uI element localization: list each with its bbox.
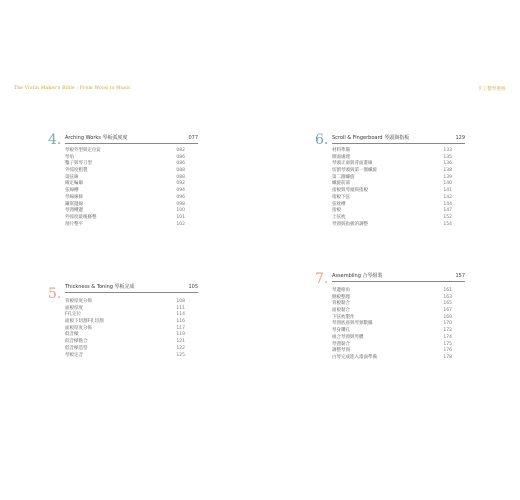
toc-entry-label: 螺旋前部: [332, 181, 350, 187]
toc-entry-label: 琴角: [65, 154, 74, 160]
toc-entry: [65, 222, 185, 229]
toc-entry-page: 122: [176, 345, 185, 351]
toc-entry-page: 165: [443, 301, 452, 307]
toc-entry-page: 125: [176, 352, 185, 358]
chapter-heading: [65, 134, 198, 144]
toc-entry: [65, 148, 185, 155]
toc-entry-label: 琴頭正面與背面畫線: [332, 161, 373, 167]
toc-entry-label: 材料準備: [332, 148, 350, 153]
toc-entry-page: 100: [176, 208, 185, 214]
toc-entry-page: 142: [443, 194, 452, 200]
chapter-heading: [332, 272, 465, 282]
toc-entry-page: 102: [176, 221, 185, 227]
toc-entry-label: 切割琴頭與第一圈螺旋: [332, 168, 377, 174]
toc-entry-page: 086: [176, 154, 185, 160]
toc-entry: [65, 299, 185, 306]
toc-entry-page: 111: [176, 305, 185, 311]
toc-entry: [65, 353, 185, 360]
toc-entry-label: F孔定位: [65, 312, 82, 318]
toc-entry-label: 下弦枕製作: [332, 314, 355, 320]
toc-entry-page: 176: [443, 348, 452, 354]
chapter-heading: [332, 134, 465, 144]
toc-entry-page: 094: [176, 188, 185, 194]
toc-entry: [332, 295, 452, 302]
toc-entry-page: 114: [176, 312, 185, 318]
toc-entry-page: 135: [443, 154, 452, 160]
toc-entry-label: 上弦枕: [332, 214, 346, 220]
toc-entry: [332, 188, 452, 195]
toc-entry: [65, 202, 185, 209]
toc-entry: [332, 328, 452, 335]
toc-entry-label: 刮片整平: [65, 221, 83, 227]
toc-entry: [332, 175, 452, 182]
toc-entry-label: 琴板定音: [65, 352, 83, 358]
toc-entry-label: 低音樑黏合: [65, 339, 88, 345]
toc-entry: [65, 215, 185, 222]
toc-entry: [332, 348, 452, 355]
chapter-number: 4.: [48, 132, 62, 148]
chapter-number: 6.: [315, 132, 329, 148]
toc-entry-label: 指板與琴頭與指板: [332, 188, 368, 194]
chapter-number: 7.: [315, 271, 329, 287]
toc-entry-label: 指板下弦: [332, 194, 350, 200]
toc-entry: [65, 319, 185, 326]
chapter-title: Scroll & Fingerboard 琴頭與指板: [332, 135, 410, 141]
chapter-title: Assembling 合琴組裝: [332, 273, 383, 279]
toc-entry: [332, 202, 452, 209]
toc-entry-label: 鑿子與琴刀型: [65, 161, 92, 167]
toc-entry-label: 弦枕槽: [332, 201, 346, 207]
toc-entry: [332, 355, 452, 362]
toc-entry-label: 琴頸黏合: [332, 341, 350, 347]
toc-entry: [332, 321, 452, 328]
toc-entry: [65, 208, 185, 215]
toc-entry: [332, 222, 452, 229]
toc-entry: [332, 215, 452, 222]
toc-entry-label: 琴板外型與定位釘: [65, 148, 101, 153]
toc-entry-page: 144: [443, 201, 452, 207]
toc-entry: [332, 288, 452, 295]
toc-entry-page: 139: [443, 174, 452, 180]
toc-entry-page: 154: [443, 221, 452, 227]
toc-entry: [65, 188, 185, 195]
toc-entry-label: 低音樑: [65, 332, 79, 338]
toc-entry-page: 088: [176, 174, 185, 180]
toc-entry-page: 138: [443, 168, 452, 174]
toc-entry-page: 172: [443, 328, 452, 334]
toc-entry-page: 169: [443, 314, 452, 320]
toc-entry-label: 側面處理: [332, 154, 350, 160]
toc-list: [332, 148, 452, 228]
chapter-page: 077: [188, 135, 198, 141]
toc-entry-label: 確定輪廓: [65, 181, 83, 187]
toc-entry-label: 背板厚度分佈: [65, 299, 92, 304]
toc-entry-page: 098: [176, 201, 185, 207]
toc-entry-page: 086: [176, 161, 185, 167]
toc-entry-page: 116: [176, 319, 185, 325]
toc-entry-page: 161: [443, 288, 452, 293]
toc-entry-label: 側板整理: [332, 294, 350, 300]
toc-entry-label: 琴頸底座與琴頸數據: [332, 321, 373, 327]
toc-entry-page: 140: [443, 181, 452, 187]
chapter-number: 5.: [48, 286, 62, 302]
toc-entry-page: 152: [443, 214, 452, 220]
running-head-right: 手工製琴聖經: [477, 87, 506, 92]
toc-entry-label: 弦線槽: [65, 188, 79, 194]
toc-entry: [332, 148, 452, 155]
toc-entry-page: 163: [443, 294, 452, 300]
toc-entry-page: 141: [443, 188, 452, 194]
chapter-heading: [65, 283, 198, 293]
toc-entry-label: 低音樑造型: [65, 345, 88, 351]
toc-entry-label: 琴身鑽孔: [332, 328, 350, 334]
chapter-page: 157: [455, 273, 465, 279]
toc-entry-page: 108: [176, 299, 185, 304]
toc-entry-page: 170: [443, 321, 452, 327]
toc-entry-label: 琴線線條: [65, 194, 83, 200]
toc-entry: [332, 335, 452, 342]
toc-entry-label: 面板下切割F孔切割: [65, 319, 104, 325]
toc-entry: [332, 168, 452, 175]
toc-entry-page: 082: [176, 148, 185, 153]
toc-entry-page: 092: [176, 181, 185, 187]
toc-entry: [65, 346, 185, 353]
toc-entry: [65, 195, 185, 202]
toc-entry-page: 117: [176, 325, 185, 331]
toc-entry-label: 琴頸槽邊: [65, 208, 83, 214]
toc-entry-label: 面板黏合: [332, 308, 350, 314]
toc-entry-page: 167: [443, 308, 452, 314]
toc-entry-page: 136: [443, 161, 452, 167]
toc-list: [65, 148, 185, 228]
toc-entry: [332, 301, 452, 308]
toc-entry: [332, 308, 452, 315]
toc-entry-page: 121: [176, 339, 185, 345]
toc-entry-label: 第二圈螺旋: [332, 174, 355, 180]
running-head-left: The Violin Maker's Bible : From Wood to Music: [14, 86, 131, 91]
toc-entry-label: 白琴完成進入漆面準備: [332, 354, 377, 360]
toc-entry: [332, 195, 452, 202]
toc-entry-label: 面板厚度分佈: [65, 325, 92, 331]
toc-entry-label: 外弧度粗製: [65, 168, 88, 174]
chapter-page: 105: [188, 284, 198, 290]
toc-entry: [332, 342, 452, 349]
toc-entry: [332, 208, 452, 215]
toc-entry-page: 133: [443, 148, 452, 153]
chapter-page: 129: [455, 135, 465, 141]
toc-entry-label: 組合琴頸與琴體: [332, 334, 364, 340]
toc-entry-page: 174: [443, 334, 452, 340]
toc-entry-label: 指板: [332, 208, 341, 214]
toc-entry-label: 第弦線: [65, 174, 79, 180]
chapter-title: Thickness & Toning 琴板完成: [65, 284, 135, 290]
toc-entry: [65, 306, 185, 313]
toc-entry: [65, 339, 185, 346]
toc-entry: [65, 326, 185, 333]
toc-entry: [65, 181, 185, 188]
toc-entry: [65, 175, 185, 182]
toc-entry-page: 178: [443, 354, 452, 360]
toc-entry-page: 147: [443, 208, 452, 214]
toc-list: [332, 288, 452, 362]
chapter-title: Arching Works 琴板弧度度: [65, 135, 128, 141]
toc-list: [65, 299, 185, 359]
toc-entry-label: 外弧度最後修整: [65, 214, 97, 220]
toc-entry-label: 背板黏合: [332, 301, 350, 307]
toc-entry-page: 088: [176, 168, 185, 174]
toc-entry-page: 096: [176, 194, 185, 200]
toc-entry-page: 175: [443, 341, 452, 347]
toc-entry-page: 119: [176, 332, 185, 338]
toc-entry: [65, 168, 185, 175]
toc-entry-label: 琴頸與指板的調整: [332, 221, 368, 227]
toc-entry-page: 101: [176, 214, 185, 220]
toc-entry-label: 琴邊條角: [332, 288, 350, 293]
toc-entry-label: 鑲嵌邊線: [65, 201, 83, 207]
toc-entry-label: 調整琴頸: [332, 348, 350, 354]
toc-entry-label: 面板厚度: [65, 305, 83, 311]
